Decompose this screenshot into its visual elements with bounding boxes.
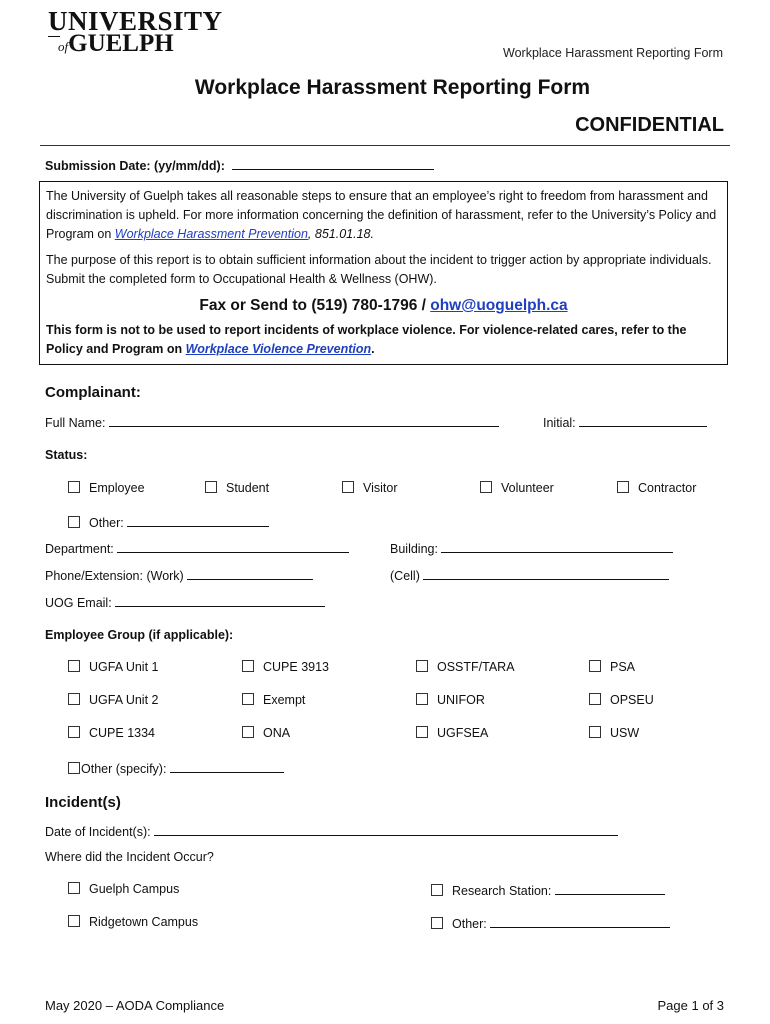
checkbox-label: Other: [89,516,124,530]
research-station-field[interactable] [555,882,665,895]
checkbox-label: UNIFOR [437,693,485,707]
checkbox-label: OPSEU [610,693,654,707]
info-p1-end: , 851.01.18. [307,227,374,241]
building-label: Building: [390,542,438,556]
group-ugfa-unit-2[interactable] [68,693,158,707]
email-field[interactable] [115,594,325,607]
group-other-specify[interactable] [68,760,284,776]
cell-field[interactable] [423,567,669,580]
incident-date-field[interactable] [154,823,618,836]
status-employee[interactable] [68,481,145,495]
checkbox[interactable] [589,726,601,738]
checkbox[interactable] [589,660,601,672]
checkbox[interactable] [68,915,80,927]
group-psa[interactable] [589,660,635,674]
header-divider [40,145,730,146]
checkbox[interactable] [68,481,80,493]
checkbox-label: Guelph Campus [89,882,180,896]
phone-field[interactable] [187,567,313,580]
info-paragraph-2: The purpose of this report is to obtain sufficient information about the incident to trigger action by appropriate individuals. Submit the completed form to Occupational Health & Wellness (OHW). [46,253,712,286]
checkbox-label: ONA [263,726,291,740]
header-form-name: Workplace Harassment Reporting Form [503,46,723,60]
status-other[interactable] [68,514,269,530]
group-cupe-1334[interactable] [68,726,155,740]
checkbox[interactable] [68,762,80,774]
checkbox[interactable] [342,481,354,493]
phone-label: Phone/Extension: (Work) [45,569,184,583]
checkbox-label: CUPE 3913 [263,660,330,674]
checkbox-label: Student [226,481,270,495]
submission-date-field[interactable] [232,157,434,170]
location-ridgetown-campus[interactable] [68,915,198,929]
group-exempt[interactable] [242,693,305,707]
building-field[interactable] [441,540,673,553]
logo-underline [48,36,60,37]
info-p3-text: This form is not to be used to report incidents of workplace violence. For violence-related cares, refer to the Policy and Program on [46,323,687,356]
harassment-policy-link[interactable]: Workplace Harassment Prevention [114,227,308,241]
checkbox[interactable] [68,726,80,738]
location-research-station[interactable] [431,882,665,898]
checkbox-label: Other: [452,917,487,931]
info-p3-end: . [371,342,375,356]
department-label: Department: [45,542,114,556]
checkbox[interactable] [242,693,254,705]
phone-row [45,567,313,583]
footer-date: May 2020 – AODA Compliance [45,998,225,1013]
incident-where-label: Where did the Incident Occur? [45,850,214,864]
ohw-email-link[interactable]: ohw@uoguelph.ca [430,297,568,314]
cell-label: (Cell) [390,569,420,583]
checkbox-label: Research Station: [452,884,552,898]
info-paragraph-3 [46,321,721,359]
checkbox-label: CUPE 1334 [89,726,156,740]
checkbox[interactable] [617,481,629,493]
status-volunteer[interactable] [480,481,554,495]
initial-field[interactable] [579,414,707,427]
page-title: Workplace Harassment Reporting Form [194,76,591,99]
submission-date-row [45,157,434,173]
checkbox-label: Exempt [263,693,306,707]
fax-line [46,296,721,315]
initial-label: Initial: [543,416,576,430]
info-paragraph-1 [46,187,721,244]
checkbox[interactable] [416,726,428,738]
location-other-field[interactable] [490,915,670,928]
checkbox[interactable] [589,693,601,705]
checkbox[interactable] [480,481,492,493]
checkbox-label: PSA [610,660,636,674]
email-label: UOG Email: [45,596,112,610]
group-osstf-tara[interactable] [416,660,515,674]
incidents-heading: Incident(s) [45,794,121,811]
status-contractor[interactable] [617,481,696,495]
footer-page-number: Page 1 of 3 [657,998,724,1013]
status-label: Status: [45,448,88,462]
department-row [45,540,349,556]
checkbox-label: Contractor [638,481,697,495]
checkbox[interactable] [416,693,428,705]
incident-date-label: Date of Incident(s): [45,825,151,839]
checkbox[interactable] [68,660,80,672]
checkbox-label: Volunteer [501,481,554,495]
location-other[interactable] [431,915,670,931]
logo-of: of [58,39,69,54]
building-row [390,540,673,556]
complainant-heading: Complainant: [45,384,141,401]
status-student[interactable] [205,481,269,495]
department-field[interactable] [117,540,349,553]
checkbox[interactable] [68,882,80,894]
employee-group-label: Employee Group (if applicable): [45,628,234,642]
violence-policy-link[interactable]: Workplace Violence Prevention [185,342,372,356]
full-name-row [45,414,499,430]
incident-date-row [45,823,618,839]
checkbox-label: UGFSEA [437,726,489,740]
group-ona[interactable] [242,726,290,740]
initial-row [543,414,707,430]
checkbox[interactable] [416,660,428,672]
checkbox-label: UGFA Unit 2 [89,693,159,707]
checkbox[interactable] [242,660,254,672]
group-ugfsea[interactable] [416,726,488,740]
fax-text: Fax or Send to (519) 780-1796 / [199,297,431,314]
checkbox[interactable] [68,693,80,705]
university-logo-line2 [58,30,174,58]
group-usw[interactable] [589,726,639,740]
group-ugfa-unit-1[interactable] [68,660,158,674]
checkbox-label: USW [610,726,640,740]
checkbox[interactable] [242,726,254,738]
checkbox-label: Employee [89,481,145,495]
group-unifor[interactable] [416,693,485,707]
cell-row [390,567,669,583]
checkbox-label: Visitor [363,481,398,495]
checkbox[interactable] [68,516,80,528]
info-box [39,181,728,365]
group-opseu[interactable] [589,693,654,707]
full-name-label: Full Name: [45,416,106,430]
checkbox[interactable] [205,481,217,493]
email-row [45,594,325,610]
checkbox[interactable] [431,884,443,896]
logo-guelph: GUELPH [68,30,174,57]
group-other-field[interactable] [170,760,284,773]
confidential-label: CONFIDENTIAL [575,114,724,136]
checkbox-label: OSSTF/TARA [437,660,515,674]
checkbox-label: Ridgetown Campus [89,915,199,929]
location-guelph-campus[interactable] [68,882,179,896]
submission-date-label: Submission Date: (yy/mm/dd): [45,159,225,173]
full-name-field[interactable] [109,414,499,427]
status-visitor[interactable] [342,481,398,495]
checkbox-label: Other (specify): [81,762,167,776]
university-logo-line1: UNIVERSITY [48,6,223,36]
info-p1-text: The University of Guelph takes all reasonable steps to ensure that an employee’s right to freedom from harassment and discrimination is upheld. For more information concerning the definition of harassment, refer to the University’s Policy and Program on [46,189,717,241]
status-other-field[interactable] [127,514,269,527]
checkbox[interactable] [431,917,443,929]
group-cupe-3913[interactable] [242,660,329,674]
checkbox-label: UGFA Unit 1 [89,660,159,674]
